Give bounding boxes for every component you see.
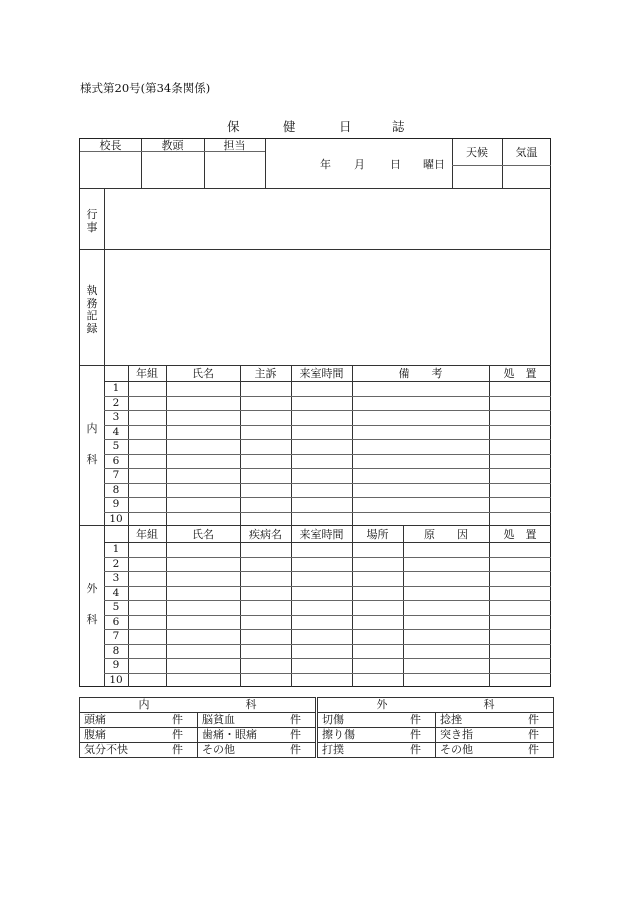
surgery-col-location: 場所 (366, 528, 389, 541)
surgery-col-class: 年組 (136, 528, 158, 541)
summary-item-label: その他 (440, 743, 473, 756)
surgery-table-row[interactable] (129, 543, 550, 557)
summary-unit-label: 件 (528, 728, 539, 741)
summary-item-label: 突き指 (440, 728, 473, 741)
internal-table-row[interactable] (129, 397, 550, 411)
internal-col-complaint: 主訴 (254, 367, 277, 380)
summary-internal-count-cell[interactable] (198, 713, 317, 728)
internal-row-number: 9 (112, 498, 120, 510)
summary-item-label: 打撲 (322, 743, 344, 756)
title-char: 保 (227, 119, 240, 134)
duty-record-text-area[interactable] (105, 250, 550, 364)
surgery-row-number: 8 (112, 644, 120, 657)
principal-seal-box[interactable] (81, 153, 140, 187)
surgery-table-row[interactable] (129, 645, 550, 659)
summary-surgery-count-cell[interactable] (317, 743, 436, 758)
summary-item-label: 擦り傷 (322, 728, 355, 741)
summary-internal-count-cell[interactable] (198, 743, 317, 758)
internal-row-number: 7 (112, 469, 120, 481)
internal-col-treatment: 処 置 (503, 367, 537, 380)
approver-staff-label: 担当 (223, 139, 246, 152)
surgery-row-number: 10 (109, 673, 123, 686)
internal-col-name: 氏名 (192, 367, 214, 380)
weather-input[interactable] (453, 166, 501, 187)
internal-table-row[interactable] (129, 411, 550, 425)
summary-item-label: 脳貧血 (202, 713, 235, 726)
surgery-table-row[interactable] (129, 601, 550, 615)
summary-surgery-count-cell[interactable] (317, 728, 436, 743)
surgery-row-number: 6 (112, 615, 120, 628)
summary-item-label: 歯痛・眼痛 (202, 728, 257, 741)
internal-row-number: 6 (112, 454, 120, 467)
page-title (80, 117, 551, 134)
internal-row-number: 4 (112, 425, 120, 438)
surgery-row-number: 7 (112, 630, 120, 642)
staff-seal-box[interactable] (205, 153, 264, 187)
internal-row-number: 5 (112, 440, 120, 452)
surgery-row-number: 9 (112, 659, 120, 671)
date-field[interactable] (266, 140, 451, 187)
duty-record-label: 執 務 記 録 (86, 284, 98, 335)
summary-item-label: 気分不快 (84, 743, 128, 756)
title-char: 健 (283, 119, 296, 134)
surgery-side-label: 外 科 (86, 582, 98, 626)
surgery-row-number: 1 (112, 543, 120, 555)
surgery-table-row[interactable] (129, 558, 550, 572)
internal-table-row[interactable] (129, 440, 550, 454)
summary-unit-label: 件 (528, 713, 539, 726)
temperature-input[interactable] (503, 166, 550, 187)
internal-row-number: 8 (112, 483, 120, 496)
summary-unit-label: 件 (172, 743, 183, 756)
surgery-col-diagnosis: 疾病名 (249, 528, 282, 541)
surgery-row-number: 4 (112, 586, 120, 599)
day-label: 日 (390, 158, 401, 171)
summary-unit-label: 件 (410, 743, 421, 756)
summary-surgery-count-cell[interactable] (317, 713, 436, 728)
internal-table-row[interactable] (129, 498, 550, 512)
summary-unit-label: 件 (290, 728, 301, 741)
title-char: 日 (339, 119, 352, 134)
summary-item-label: その他 (202, 743, 235, 756)
internal-col-class: 年組 (136, 367, 158, 380)
internal-table-row[interactable] (129, 382, 550, 396)
internal-row-number: 10 (109, 512, 123, 525)
surgery-row-number: 2 (112, 557, 120, 570)
internal-table-row[interactable] (129, 426, 550, 440)
events-text-area[interactable] (105, 189, 550, 248)
month-label: 月 (354, 158, 365, 171)
form-number-label: 様式第20号(第34条関係) (80, 81, 211, 95)
summary-surgery-count-cell[interactable] (436, 728, 554, 743)
surgery-table-row[interactable] (129, 572, 550, 586)
summary-unit-label: 件 (410, 728, 421, 741)
approver-principal-label: 校長 (99, 139, 122, 152)
summary-table (79, 697, 554, 758)
summary-internal-count-cell[interactable] (80, 743, 198, 758)
summary-unit-label: 件 (172, 713, 183, 726)
weather-label: 天候 (466, 146, 488, 159)
summary-internal-header: 内 科 (80, 698, 317, 713)
title-char: 誌 (392, 119, 405, 134)
approver-vice-principal-label: 教頭 (161, 139, 184, 152)
surgery-col-treatment: 処 置 (503, 528, 537, 541)
internal-table-row[interactable] (129, 469, 550, 483)
summary-internal-count-cell[interactable] (80, 713, 198, 728)
events-label: 行 事 (86, 208, 98, 234)
summary-internal-count-cell[interactable] (80, 728, 198, 743)
summary-surgery-count-cell[interactable] (436, 743, 554, 758)
summary-unit-label: 件 (410, 713, 421, 726)
surgery-col-name: 氏名 (192, 528, 214, 541)
summary-item-label: 頭痛 (84, 713, 106, 726)
summary-surgery-header: 外 科 (317, 698, 554, 713)
internal-row-number: 1 (112, 382, 120, 394)
internal-side-label: 内 科 (86, 422, 98, 466)
internal-row-number: 3 (112, 411, 120, 423)
internal-col-arrival-time: 来室時間 (299, 367, 344, 380)
surgery-table-row[interactable] (129, 659, 550, 673)
summary-internal-count-cell[interactable] (198, 728, 317, 743)
internal-row-number: 2 (112, 396, 120, 409)
summary-unit-label: 件 (290, 743, 301, 756)
summary-item-label: 切傷 (322, 713, 344, 726)
summary-unit-label: 件 (172, 728, 183, 741)
summary-unit-label: 件 (290, 713, 301, 726)
summary-item-label: 捻挫 (440, 713, 462, 726)
weekday-label: 曜日 (423, 158, 445, 171)
health-log-form (79, 138, 551, 687)
surgery-table-row[interactable] (129, 587, 550, 601)
summary-item-label: 腹痛 (84, 728, 106, 741)
surgery-table-row[interactable] (129, 630, 550, 644)
internal-table-row[interactable] (129, 513, 550, 527)
internal-table-row[interactable] (129, 484, 550, 498)
surgery-table-row[interactable] (129, 616, 550, 630)
summary-unit-label: 件 (528, 743, 539, 756)
surgery-col-cause: 原 因 (424, 528, 468, 541)
temperature-label: 気温 (515, 146, 538, 159)
surgery-col-arrival-time: 来室時間 (299, 528, 344, 541)
surgery-table-row[interactable] (129, 674, 550, 688)
internal-table-row[interactable] (129, 455, 550, 469)
year-label: 年 (320, 158, 331, 171)
summary-surgery-count-cell[interactable] (436, 713, 554, 728)
surgery-row-number: 3 (112, 572, 120, 584)
surgery-row-number: 5 (112, 601, 120, 613)
internal-col-remarks: 備 考 (398, 367, 443, 380)
vice-principal-seal-box[interactable] (142, 153, 203, 187)
